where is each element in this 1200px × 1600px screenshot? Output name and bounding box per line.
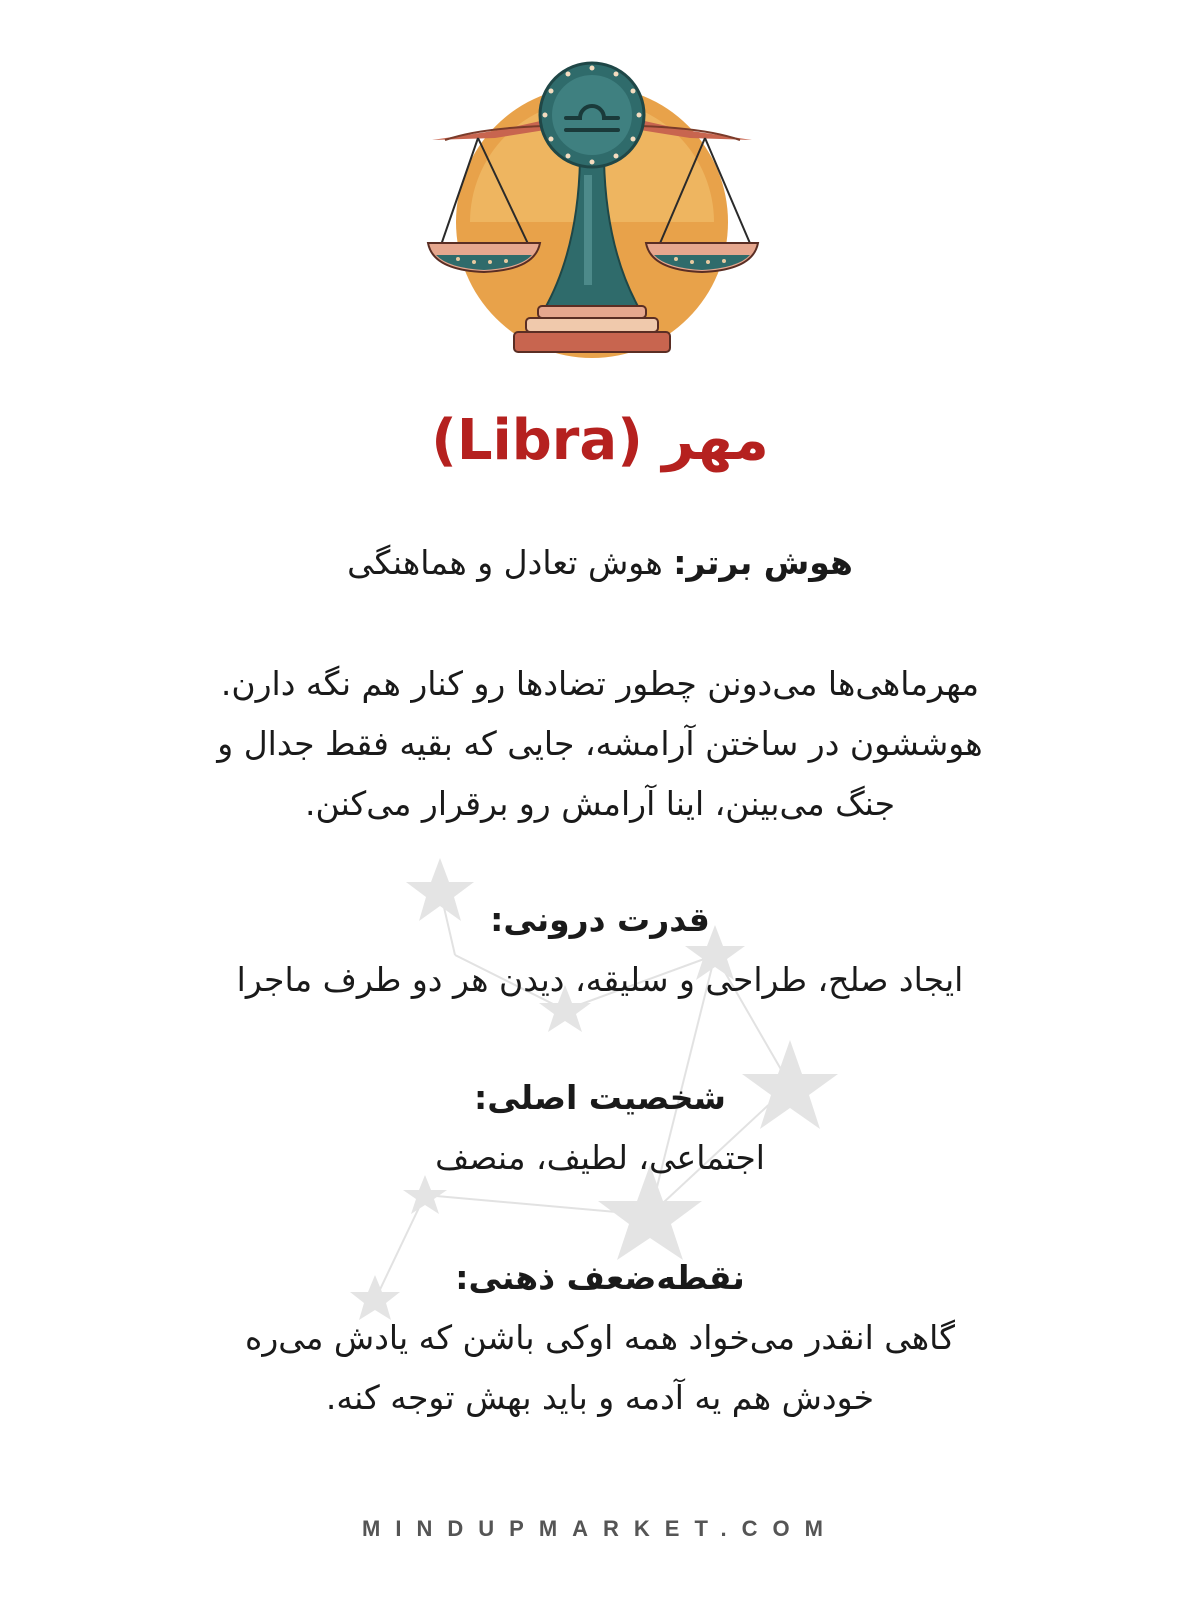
inner-power-section	[90, 890, 1110, 1010]
personality-value: اجتماعی، لطیف، منصف	[435, 1138, 765, 1177]
weakness-line: خودش هم یه آدمه و باید بهش توجه کنه.	[325, 1378, 875, 1417]
inner-power-value: ایجاد صلح، طراحی و سلیقه، دیدن هر دو طرف ماجرا	[236, 960, 964, 999]
intelligence-line	[90, 533, 1110, 593]
description-line: جنگ می‌بینن، اینا آرامش رو برقرار می‌کنن.	[304, 784, 896, 823]
footer-website: MINDUPMARKET.COM	[362, 1516, 838, 1541]
inner-power-label: قدرت درونی:	[490, 900, 710, 939]
personality-label: شخصیت اصلی:	[474, 1078, 726, 1117]
weakness-label: نقطه‌ضعف ذهنی:	[455, 1258, 745, 1297]
page-title: مهر (Libra)	[431, 408, 769, 473]
description-line: هوششون در ساختن آرامشه، جایی که بقیه فقط جدال و	[217, 724, 983, 763]
intelligence-label: هوش برتر:	[673, 543, 853, 582]
libra-scales-icon	[0, 0, 1200, 380]
intelligence-value: هوش تعادل و هماهنگی	[347, 543, 663, 582]
description	[90, 654, 1110, 834]
personality-section	[90, 1068, 1110, 1188]
weakness-line: گاهی انقدر می‌خواد همه اوکی باشن که یادش می‌ره	[245, 1318, 955, 1357]
description-line: مهرماهی‌ها می‌دونن چطور تضادها رو کنار هم نگه دارن.	[220, 664, 980, 703]
weakness-section	[90, 1248, 1110, 1428]
